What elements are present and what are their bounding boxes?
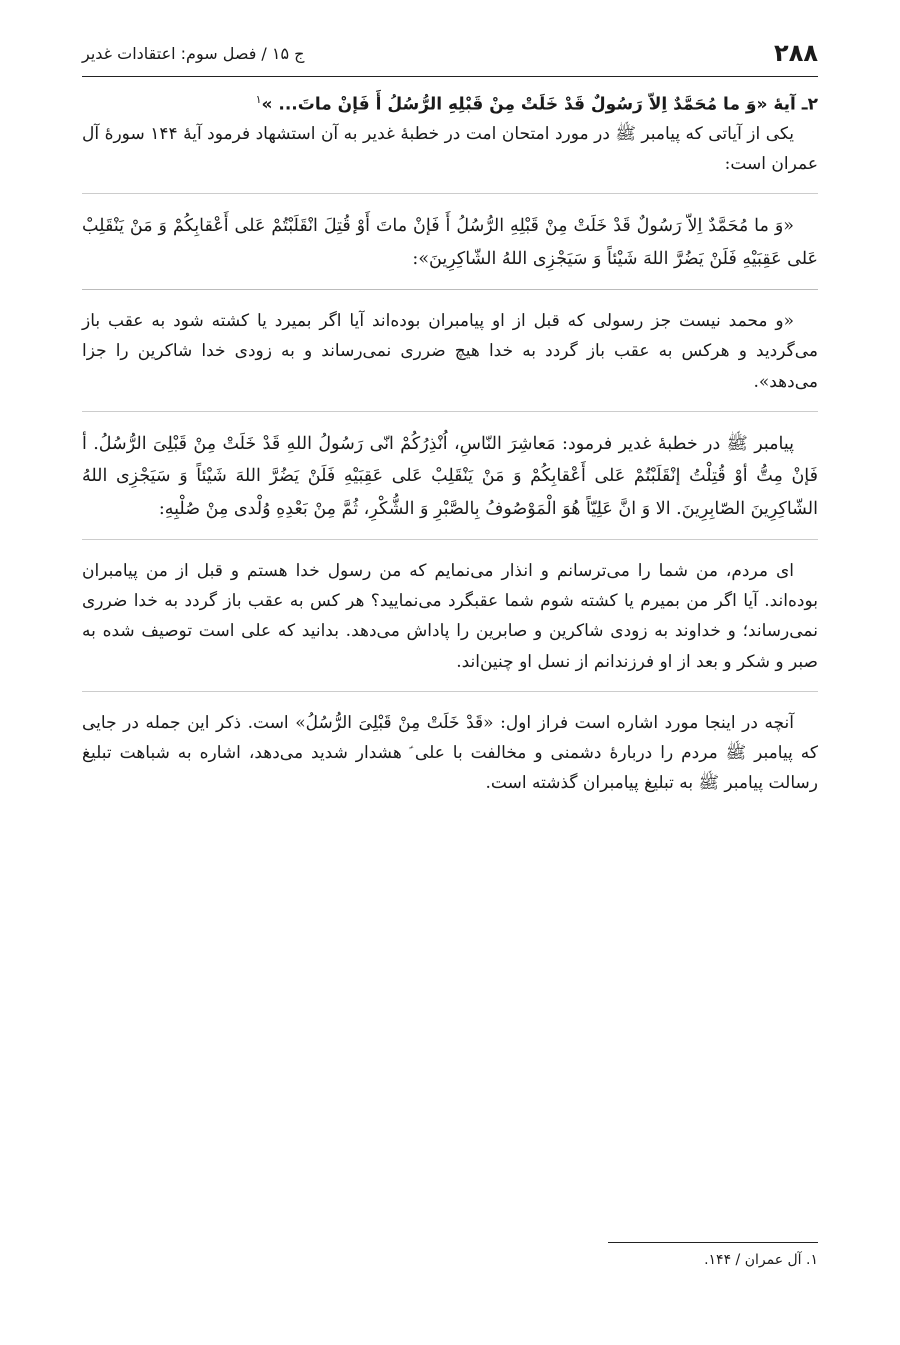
paragraph-divider bbox=[82, 193, 818, 194]
verse-translation: «و محمد نیست جز رسولی که قبل از او پیامبران بوده‌اند آیا اگر بمیرد یا کشته شود به عقب باز می‌گردید و هرکس به عقب باز گردد به خدا هیچ ضرری نمی‌رساند و به زودی خدا شاکرین را جزا می‌دهد». bbox=[82, 311, 818, 392]
book-page bbox=[82, 30, 818, 1345]
paragraph-divider bbox=[82, 411, 818, 412]
section-heading-text: ۲ـ آیهٔ «وَ ما مُحَمَّدٌ اِلاّ رَسُولٌ قَدْ خَلَتْ مِنْ قَبْلِهِ الرُّسُلُ أَ فَإنْ ماتَ... » bbox=[261, 94, 818, 115]
footnote-rule bbox=[608, 1242, 818, 1243]
running-header-title: ج ۱۵ / فصل سوم: اعتقادات غدیر bbox=[82, 43, 305, 63]
section-heading bbox=[82, 91, 818, 119]
sermon-arabic: پیامبر ﷺ در خطبهٔ غدیر فرمود: مَعاشِرَ النّاسِ، اُنْذِرُکُمْ انّی رَسُولُ اللهِ قَدْ خَلَتْ مِنْ قَبْلِیَ الرُّسُلُ. أ فَإنْ مِتُّ أوْ قُتِلْتُ إنْقَلَبْتُمْ عَلی أَعْقابِکُمْ وَ مَنْ یَنْقَلِبْ عَلی عَقِبَیْهِ فَلَنْ یَضُرَّ اللهَ شَیْئاً وَ سَیَجْزِی اللهُ الشّاکِرِینَ الصّابِرِینَ. الا وَ انَّ عَلِیّاً هُوَ الْمَوْصُوفُ بِالصَّبْرِ وَ الشُّکْرِ، ثُمَّ مِنْ بَعْدِهِ وُلْدی مِنْ صُلْبِهِ: bbox=[82, 433, 818, 519]
footnote: ۱. آل عمران / ۱۴۴. bbox=[704, 1252, 818, 1268]
page-number: ۲۸۸ bbox=[774, 39, 818, 67]
running-header bbox=[82, 30, 818, 77]
intro-paragraph: یکی از آیاتی که پیامبر ﷺ در مورد امتحان امت در خطبهٔ غدیر به آن استشهاد فرمود آیهٔ ۱۴۴ سورهٔ آل عمران است: bbox=[82, 123, 818, 175]
paragraph-divider bbox=[82, 289, 818, 290]
commentary-paragraph: آنچه در اینجا مورد اشاره است فراز اول: «قَدْ خَلَتْ مِنْ قَبْلِیَ الرُّسُلُ» است. ذکر این جمله در جایی که پیامبر ﷺ مردم را دربارهٔ دشمنی و مخالفت با علی ؑ هشدار شدید می‌دهد، اشاره به شباهت تبلیغ رسالت پیامبر ﷺ به تبلیغ پیامبران گذشته است. bbox=[82, 712, 818, 794]
sermon-translation: ای مردم، من شما را می‌ترسانم و انذار می‌نمایم که من رسول خدا هستم و قبل از من پیامبران بوده‌اند. آیا اگر من بمیرم یا کشته شوم شما عقبگرد می‌نمایید؟ هر کس به عقب باز گردد به خدا ضرری نمی‌رساند؛ و خداوند به زودی شاکرین و صابرین را پاداش می‌دهد. بدانید که علی است توصیف شده به صبر و شکر و بعد از او فرزندانم از نسل او چنین‌اند. bbox=[82, 560, 818, 672]
paragraph-divider bbox=[82, 691, 818, 692]
footnote-marker: ۱ bbox=[255, 93, 262, 106]
verse-arabic: «وَ ما مُحَمَّدٌ اِلاّ رَسُولٌ قَدْ خَلَتْ مِنْ قَبْلِهِ الرُّسُلُ أَ فَإنْ ماتَ أَوْ قُتِلَ انْقَلَبْتُمْ عَلی أَعْقابِکُمْ وَ مَنْ یَنْقَلِبْ عَلی عَقِبَیْهِ فَلَنْ یَضُرَّ اللهَ شَیْئاً وَ سَیَجْزِی اللهُ الشّاکِرِینَ»: bbox=[82, 216, 818, 269]
paragraph-divider bbox=[82, 539, 818, 540]
